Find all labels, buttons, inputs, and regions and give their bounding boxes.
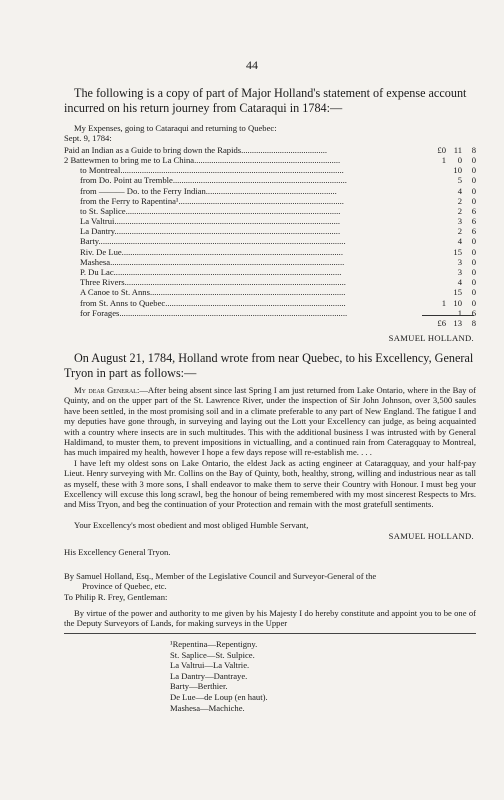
ledger-row [64,237,476,247]
ledger-amount [416,267,476,277]
ledger-pence: 6 [471,307,476,318]
ledger-item: from the Ferry to Rapentina¹............................................................................. [80,195,344,206]
ledger-item: Barty................................................................................................................... [80,236,346,247]
ledger-amount [416,277,476,287]
ledger-pence: 0 [471,287,476,298]
ledger-pounds [432,165,446,175]
ledger-pounds [432,247,446,257]
ledger-amount [416,216,476,226]
ledger-item: La Dantry......................................................................................................... [80,226,341,237]
ledger-shillings: 2 [457,226,462,237]
ledger-amount [416,257,476,267]
ledger-row [64,277,476,287]
ledger-amount [416,186,476,196]
total-pence: 8 [471,318,476,328]
ledger-pounds [432,287,446,297]
byline-line-2: Province of Quebec, etc. [82,581,167,592]
ledger-row [64,247,476,257]
ledger-item: P. Du Lac.......................................................................................................... [80,267,342,278]
ledger-pounds [432,236,446,246]
signature-1: SAMUEL HOLLAND. [388,333,474,343]
ledger-amount [416,247,476,257]
total-shillings: 13 [453,318,462,328]
ledger-pence: 0 [471,236,476,247]
ledger-amount [416,165,476,175]
ledger-item: Three Rivers....................................................................................................... [80,277,346,288]
ledger-amount [416,287,476,297]
ledger-shillings: 11 [453,144,462,155]
byline [64,571,476,592]
letter-paragraph-2: I have left my oldest sons on Lake Ontario, the eldest Jack as acting engineer at Cataragquay, and your half-pay Lieut. Henry surveying with Mr. Collins on the Bay of Quinty, both, healthy, strong, willing and industrious near as tall as myself, these with 3 more sons, I shall endeavor to make them to serve their Country with Honour. I must beg your Excellency will excuse this long scrawl, beg the honour of being remembered with my most sincerest Respects to Mrs. and Miss Tryon, and beg the continuation of your Protection and remain with the most gratefull sentiments. [64,457,476,510]
ledger-row [64,155,476,165]
ledger-amount [416,196,476,206]
ledger-pence: 0 [471,154,476,165]
footnote-line: La Valtrui—La Valtrie. [170,660,250,671]
ledger-shillings: 5 [457,175,462,186]
ledger-amount [416,175,476,185]
ledger-item: from ——— Do. to the Ferry Indian............................................................. [80,185,337,196]
ledger-row [64,308,476,318]
ledger-pence: 0 [471,246,476,257]
ledger-amount [416,206,476,216]
ledger-row [64,165,476,175]
paragraph-2: On August 21, 1784, Holland wrote from near Quebec, to his Excellency, General Tryon in part as follows:— [64,351,474,380]
ledger-row [64,216,476,226]
ledger-item: Riv. De Lue....................................................................................................... [80,246,343,257]
ledger-item: from St. Anns to Quebec.................................................................................... [80,297,346,308]
ledger-item: Mashesa............................................................................................................. [80,256,345,267]
ledger-pounds [432,267,446,277]
ledger-shillings: 1 [457,307,462,318]
ledger-amount [416,226,476,236]
ledger-shillings: 15 [453,246,462,257]
ledger-pence: 0 [471,185,476,196]
intro-paragraph: The following is a copy of part of Major Holland's statement of expense account incurred on his return journey from Cataraqui in 1784:— [64,86,467,115]
ledger-pounds: 1 [441,297,446,308]
ledger-row [64,196,476,206]
last-paragraph: By virtue of the power and authority to me given by his Majesty I do hereby constitute and appoint you to be one of the Deputy Surveyors of Lands, for making surveys in the Upper [64,608,476,629]
footnote-line: Barty—Berthier. [170,681,228,692]
ledger-item: A Canoe to St. Anns........................................................................................... [80,287,346,298]
byline-line-1: By Samuel Holland, Esq., Member of the Legislative Council and Surveyor-General of the [64,571,377,581]
letter-paragraph-1 [64,385,476,458]
ledger-item: 2 Battewmen to bring me to La China.................................................................... [64,154,341,165]
addressee: His Excellency General Tryon. [64,547,171,557]
ledger-amount [416,236,476,246]
footnote-line: ¹Repentina—Repentigny. [170,639,258,649]
signature-2: SAMUEL HOLLAND. [388,531,474,541]
ledger-pence: 0 [471,267,476,278]
expenses-heading-line-2: Sept. 9, 1784: [64,133,112,144]
ledger-shillings: 4 [457,236,462,247]
footnote-line: Mashesa—Machiche. [170,702,245,713]
ledger-shillings: 2 [457,205,462,216]
ledger-shillings: 10 [453,297,462,308]
ledger-pounds [432,175,446,185]
ledger-pence: 6 [471,216,476,227]
ledger-pounds [432,308,446,318]
ledger-item: Paid an Indian as a Guide to bring down the Rapids........................................ [64,144,328,155]
ledger-shillings: 4 [457,185,462,196]
footnotes [170,639,268,713]
ledger-row [64,176,476,186]
ledger-pounds [432,216,446,226]
ledger-amount [416,155,476,165]
footnote-line: De Lue—de Loup (en haut). [170,691,268,702]
expenses-heading [64,123,476,144]
ledger-pounds [432,226,446,236]
ledger-shillings: 2 [457,195,462,206]
footnote-line: La Dantry—Dantraye. [170,670,248,681]
ledger-pence: 0 [471,195,476,206]
ledger-pence: 6 [471,226,476,237]
ledger-pounds [432,277,446,287]
total-pounds: £6 [437,318,446,328]
to-line: To Philip R. Frey, Gentleman: [64,592,168,602]
ledger-pence: 0 [471,175,476,186]
ledger-pounds [432,186,446,196]
ledger-amount [416,298,476,308]
ledger-amount [416,308,476,318]
letter-body [64,385,476,510]
ledger-row [64,288,476,298]
ledger-row [64,227,476,237]
ledger-item: to St. Saplice.................................................................................................... [80,205,341,216]
ledger-pence: 8 [471,144,476,155]
expenses-heading-line-1: My Expenses, going to Cataraqui and returning to Quebec: [74,123,277,133]
ledger-amount [416,145,476,155]
ledger-pence: 0 [471,165,476,176]
ledger-total [416,318,476,328]
ledger-pence: 6 [471,205,476,216]
total-rule [422,315,474,316]
ledger-pounds [432,257,446,267]
ledger-pounds [432,196,446,206]
ledger-row [64,267,476,277]
letter-closing: Your Excellency's most obedient and most obliged Humble Servant, [74,520,309,530]
ledger-shillings: 0 [457,154,462,165]
ledger-row [64,298,476,308]
page-number: 44 [246,58,258,72]
ledger-item: for Forages.......................................................................................................... [80,307,348,318]
ledger-pounds: 1 [441,154,446,165]
expense-ledger [64,145,476,318]
footnote-rule [64,633,476,634]
ledger-row [64,186,476,196]
ledger-shillings: 4 [457,277,462,288]
ledger-shillings: 3 [457,216,462,227]
ledger-shillings: 10 [453,165,462,176]
ledger-pounds: £0 [437,144,446,155]
ledger-shillings: 3 [457,267,462,278]
ledger-shillings: 15 [453,287,462,298]
salutation: My dear General: [74,385,140,395]
letter-paragraph-1-text: —After being absent since last Spring I am just returned from Lake Ontario, where in the Bay of Quinty, and on the upper part of the St. Lawrence River, under the inspection of Sir John Johnson, over 3,500 saules have been settled, in the most promising soil and in a climate preferable to any part of New England. The fatigue I and my deputies have gone through, in surveying and laying out the Lott your Excellency can judge, as being acquainted with a country where insects are in such multitudes. This with the additional business I was intrusted with by General Haldimand, to muster them, to prevent impositions in victualling, and a continued rain from Cateragquay to Montreal, has much impaired my health, however I hope a few days repose will re-establish me. . . . [64,385,476,458]
ledger-item: La Valtrui......................................................................................................... [80,216,341,227]
ledger-pounds [432,206,446,216]
ledger-item: from Do. Point au Tremble................................................................................. [80,175,347,186]
ledger-pence: 0 [471,256,476,267]
ledger-row [64,145,476,155]
footnote-line: St. Saplice—St. Sulpice. [170,649,255,660]
ledger-item: to Montreal........................................................................................................ [80,165,344,176]
ledger-pence: 0 [471,297,476,308]
ledger-shillings: 3 [457,256,462,267]
ledger-row [64,206,476,216]
ledger-pence: 0 [471,277,476,288]
ledger-row [64,257,476,267]
